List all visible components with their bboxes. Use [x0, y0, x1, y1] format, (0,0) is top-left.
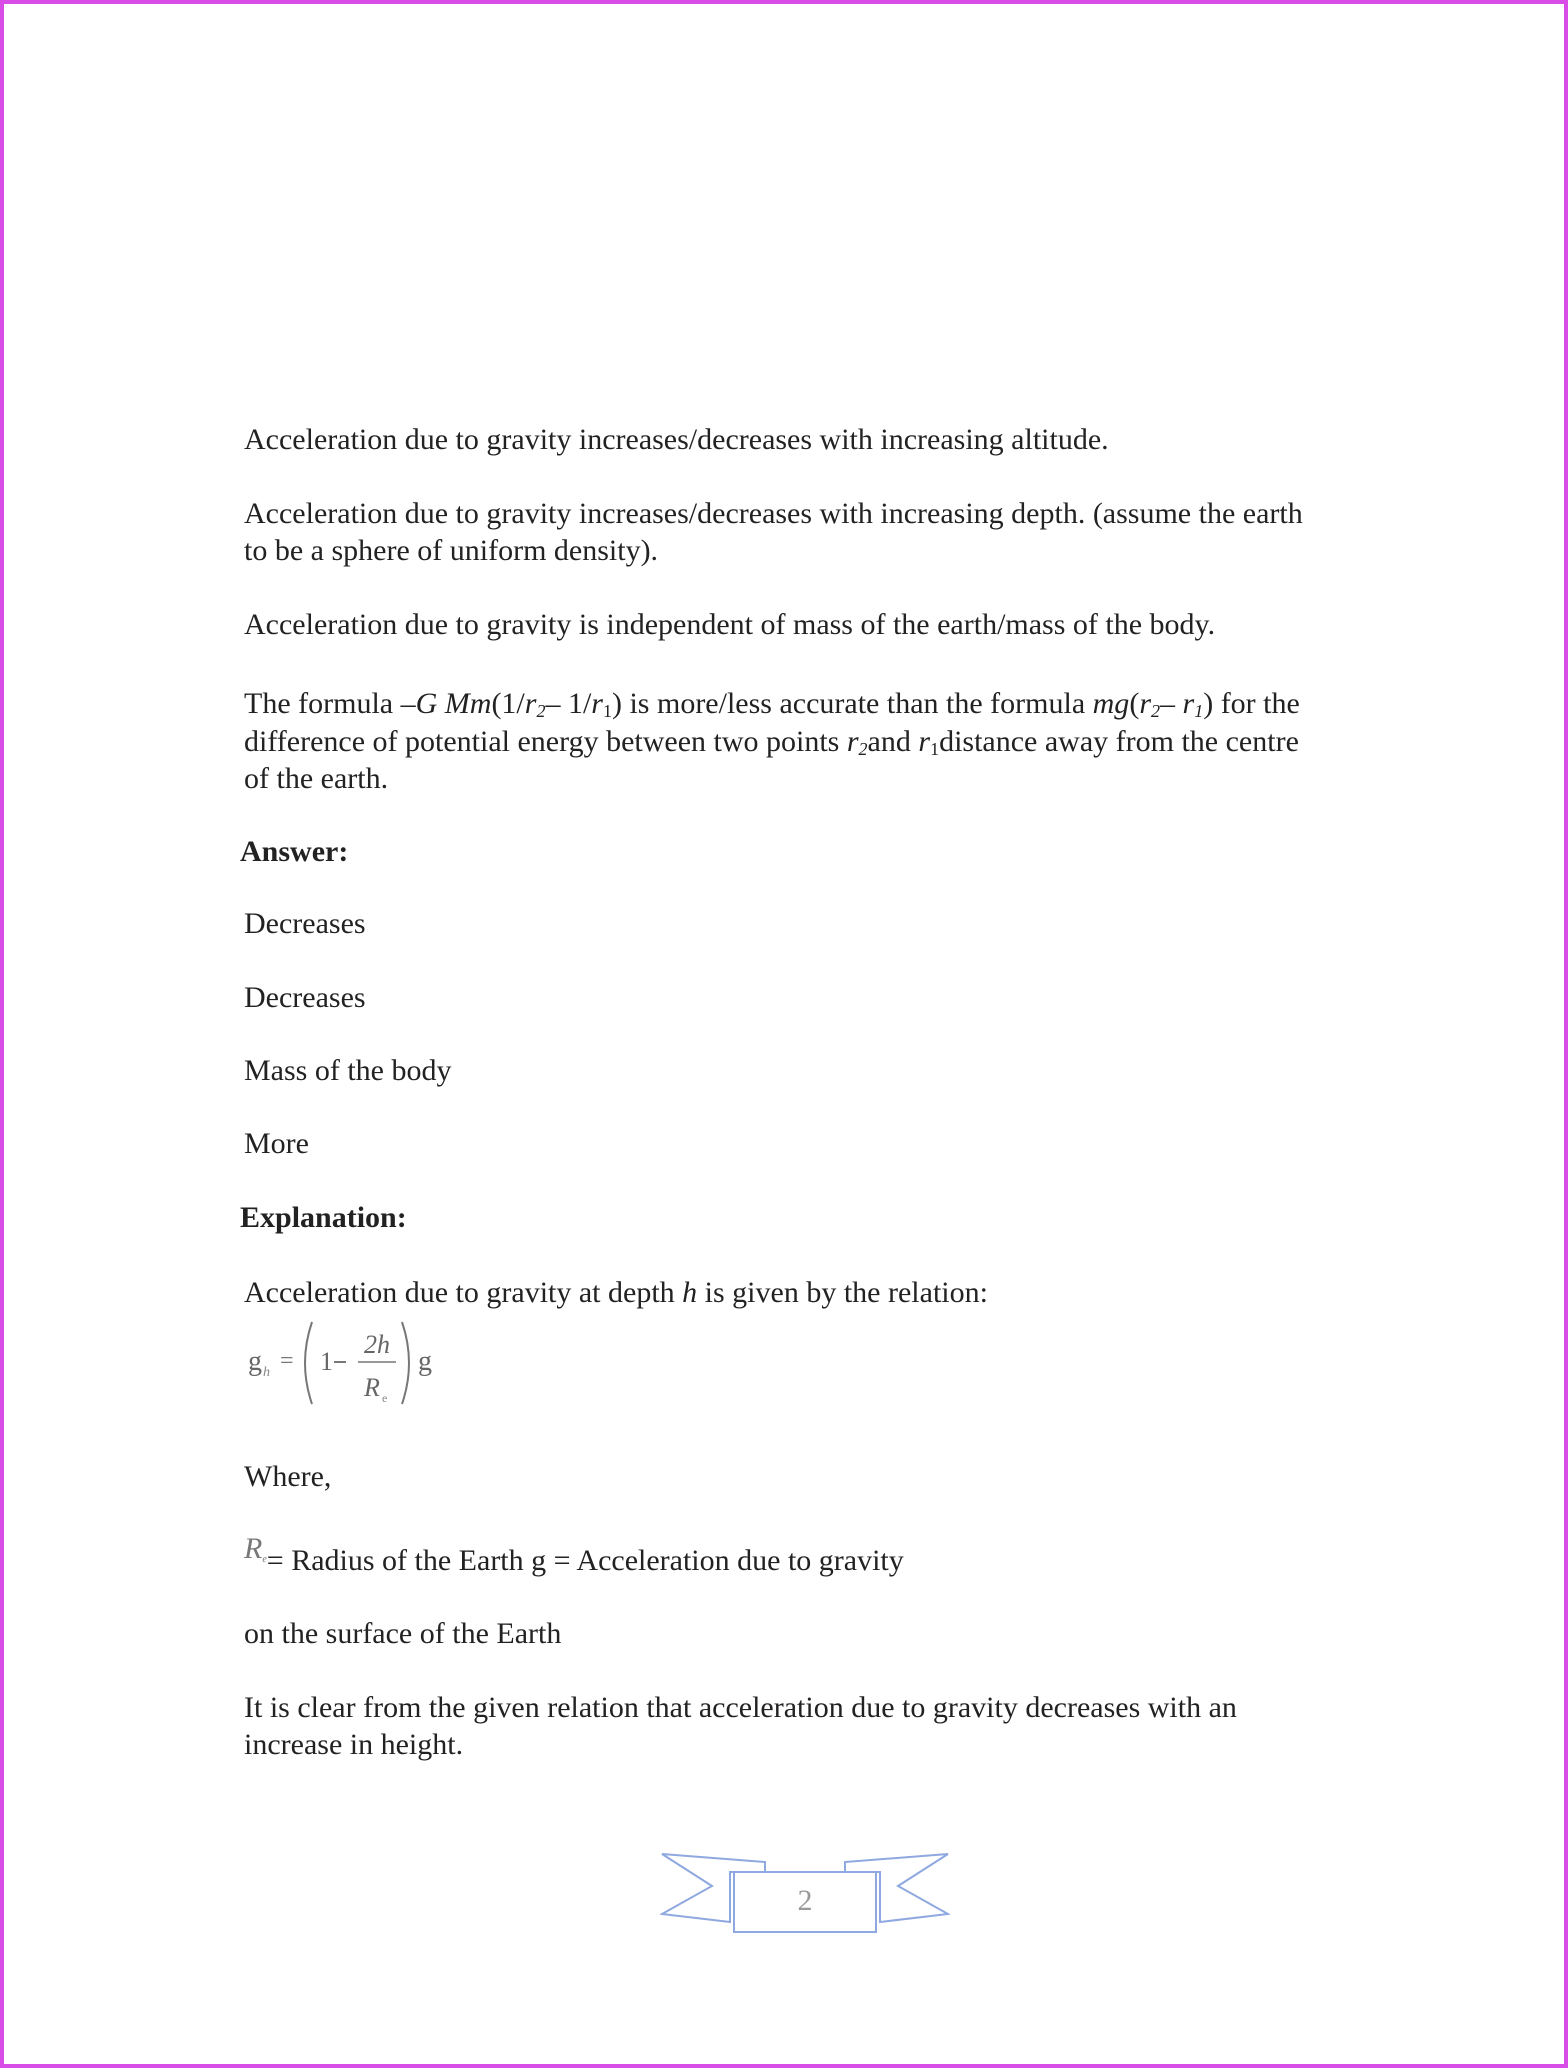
question-4-line-1: The formula –G $Mm(1/r_2-$ $1/r_1$) is more/less accurate than the formula $mg(r_2-$ $r_1$) for the	[244, 687, 1300, 721]
conclusion-line-2: increase in height.	[244, 1728, 464, 1761]
svg-text:e: e	[382, 1391, 388, 1405]
text: distance away from the centre	[939, 725, 1299, 758]
text: (1/	[491, 687, 525, 720]
text: difference of potential energy between two points	[244, 725, 847, 758]
svg-text:g: g	[248, 1346, 262, 1377]
re-symbol: $R_e$	[244, 1532, 267, 1565]
formula-graphic	[246, 1318, 446, 1408]
question-2-line-1: Acceleration due to gravity increases/decreases with increasing depth. (assume the earth	[244, 497, 1303, 530]
text: mg	[1092, 687, 1130, 720]
explanation-intro	[244, 1274, 988, 1311]
answer-item: More	[244, 1127, 309, 1160]
conclusion-line-1: It is clear from the given relation that acceleration due to gravity decreases with an	[244, 1691, 1237, 1724]
question-4-line-3: of the earth.	[244, 762, 389, 795]
answer-item: Decreases	[244, 907, 366, 940]
answer-heading: Answer:	[240, 835, 349, 868]
text: and	[867, 725, 919, 758]
surface-line: on the surface of the Earth	[244, 1617, 562, 1650]
question-2-line-2: to be a sphere of uniform density).	[244, 534, 659, 567]
svg-text:1: 1	[320, 1347, 333, 1376]
text: is given by the relation:	[697, 1276, 988, 1309]
svg-text:g: g	[418, 1346, 432, 1377]
answer-item: Decreases	[244, 981, 366, 1014]
text: for the	[1213, 687, 1300, 720]
svg-text:R: R	[364, 1373, 380, 1402]
page-number-ribbon	[660, 1848, 950, 1943]
explanation-heading: Explanation:	[240, 1201, 407, 1234]
answer-item: Mass of the body	[244, 1054, 452, 1087]
text: Acceleration due to gravity at depth	[244, 1276, 683, 1309]
where-label: Where,	[244, 1460, 332, 1493]
svg-text:=: =	[280, 1348, 294, 1374]
question-4-line-2: difference of potential energy between two points $r_2and$ $r_1distance$ away from the centre	[244, 725, 1299, 759]
question-3: Acceleration due to gravity is independent of mass of the earth/mass of the body.	[244, 608, 1216, 641]
svg-text:2h: 2h	[364, 1330, 390, 1359]
text: G Mm	[415, 687, 492, 720]
question-1: Acceleration due to gravity increases/decreases with increasing altitude.	[244, 423, 1109, 456]
page-number: 2	[797, 1884, 813, 1917]
radius-definition	[244, 1532, 904, 1590]
text: ) is more/less accurate than the formula	[611, 687, 1093, 720]
depth-gravity-formula-image	[246, 1318, 446, 1408]
text: h	[682, 1276, 698, 1309]
text: The formula –	[244, 687, 416, 720]
svg-text:h: h	[263, 1365, 270, 1380]
text: = Radius of the Earth g = Acceleration due to gravity	[266, 1544, 904, 1577]
